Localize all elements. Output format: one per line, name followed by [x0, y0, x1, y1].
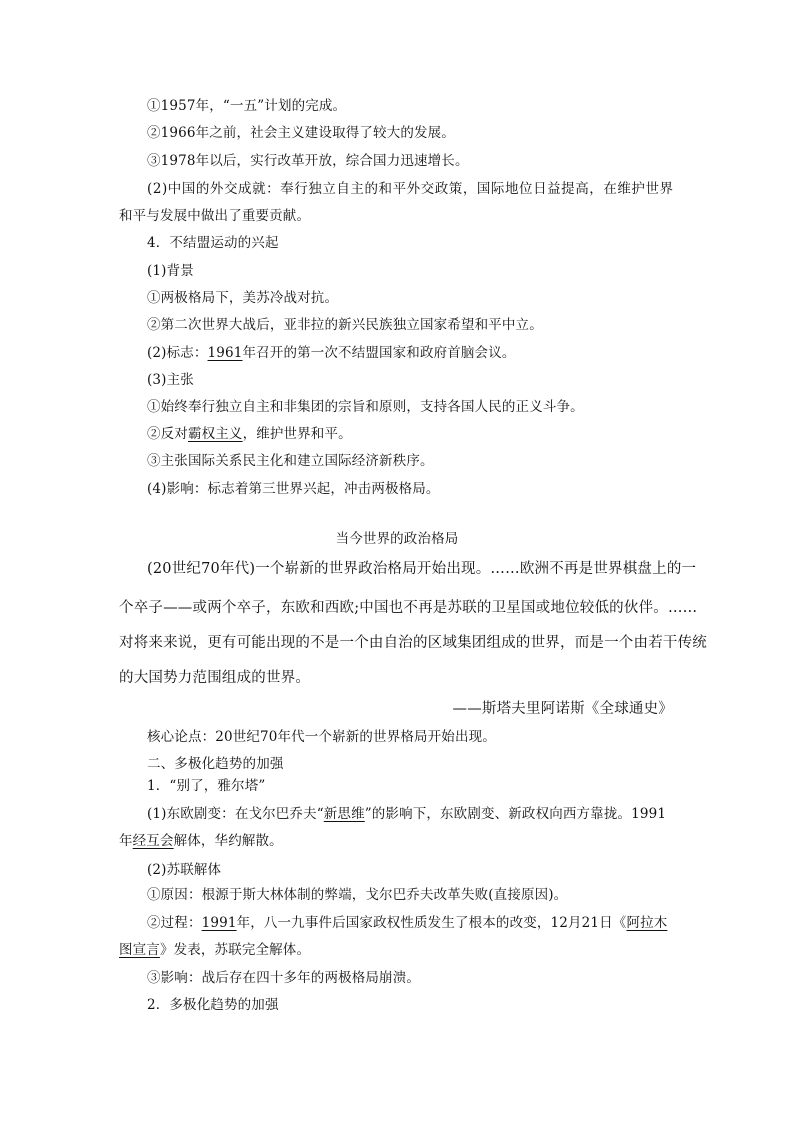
text-line [147, 914, 667, 932]
text-line: 核心论点：20世纪70年代一个崭新的世界格局开始出现。 [147, 729, 496, 745]
subheading: (2)苏联解体 [147, 862, 222, 878]
text-segment: ，维护世界和平。 [242, 426, 352, 442]
quote-line: 个卒子——或两个卒子，东欧和西欧;中国也不再是苏联的卫星国或地位较低的伙伴。…… [119, 600, 698, 616]
section-heading: 4．不结盟运动的兴起 [147, 235, 279, 251]
text-line [147, 425, 352, 443]
text-segment: 年召开的第一次不结盟国家和政府首脑会议。 [242, 345, 516, 361]
text-line: (2)中国的外交成就：奉行独立自主的和平外交政策，国际地位日益提高，在维护世界 [147, 181, 674, 197]
text-segment: (2)标志： [147, 345, 208, 361]
text-line: ②1966年之前，社会主义建设取得了较大的发展。 [147, 125, 455, 141]
text-line: ①原因：根源于斯大林体制的弊端，戈尔巴乔夫改革失败(直接原因)。 [147, 887, 568, 903]
text-line [147, 805, 666, 823]
underlined-term: 阿拉木 [626, 915, 668, 931]
text-segment: 年 [119, 833, 133, 849]
material-title: 当今世界的政治格局 [335, 531, 459, 547]
subheading: (1)背景 [147, 263, 194, 279]
text-segment: ②过程： [147, 915, 202, 931]
text-line: ①1957年，“一五”计划的完成。 [147, 98, 347, 114]
quote-line: 的大国势力范围组成的世界。 [119, 670, 311, 686]
section-heading: 二、多极化趋势的加强 [147, 756, 284, 772]
subheading: 2．多极化趋势的加强 [147, 997, 279, 1013]
text-segment: 解体，华约解散。 [173, 833, 283, 849]
text-line: (4)影响：标志着第三世界兴起，冲击两极格局。 [147, 481, 440, 497]
text-line [147, 344, 516, 362]
text-segment: ②反对 [147, 426, 188, 442]
underlined-term: 图宣言 [119, 942, 160, 958]
text-line: ①两极格局下，美苏冷战对抗。 [147, 290, 339, 306]
text-segment: 》发表，苏联完全解体。 [159, 942, 311, 958]
text-line: ③1978年以后，实行改革开放，综合国力迅速增长。 [147, 153, 469, 169]
subheading: 1．“别了，雅尔塔” [147, 778, 266, 794]
text-line [119, 941, 310, 959]
subheading: (3)主张 [147, 372, 194, 388]
underlined-term: 霸权主义 [187, 426, 243, 442]
text-line: ②第二次世界大战后，亚非拉的新兴民族独立国家希望和平中立。 [147, 317, 543, 333]
underlined-term: 1991 [201, 915, 237, 931]
underlined-term: 1961 [207, 345, 243, 361]
text-line: 和平与发展中做出了重要贡献。 [119, 208, 311, 224]
underlined-term: 经互会 [132, 833, 174, 849]
quote-line: 对将来来说，更有可能出现的不是一个由自治的区域集团组成的世界，而是一个由若干传统 [119, 635, 707, 651]
text-line [119, 832, 283, 850]
text-line: ①始终奉行独立自主和非集团的宗旨和原则，支持各国人民的正义斗争。 [147, 399, 584, 415]
text-line: ③主张国际关系民主化和建立国际经济新秩序。 [147, 453, 434, 469]
text-segment: 年，八一九事件后国家政权性质发生了根本的改变，12月21日《 [236, 915, 627, 931]
text-segment: ”的影响下，东欧剧变、新政权向西方靠拢。1991 [364, 806, 667, 822]
underlined-term: 新思维 [323, 806, 365, 822]
quote-source: ——斯塔夫里阿诺斯《全球通史》 [452, 701, 673, 717]
quote-line: (20世纪70年代)一个崭新的世界政治格局开始出现。……欧洲不再是世界棋盘上的一 [147, 561, 697, 577]
text-segment: (1)东欧剧变：在戈尔巴乔夫“ [147, 806, 324, 822]
text-line: ③影响：战后存在四十多年的两极格局崩溃。 [147, 970, 420, 986]
